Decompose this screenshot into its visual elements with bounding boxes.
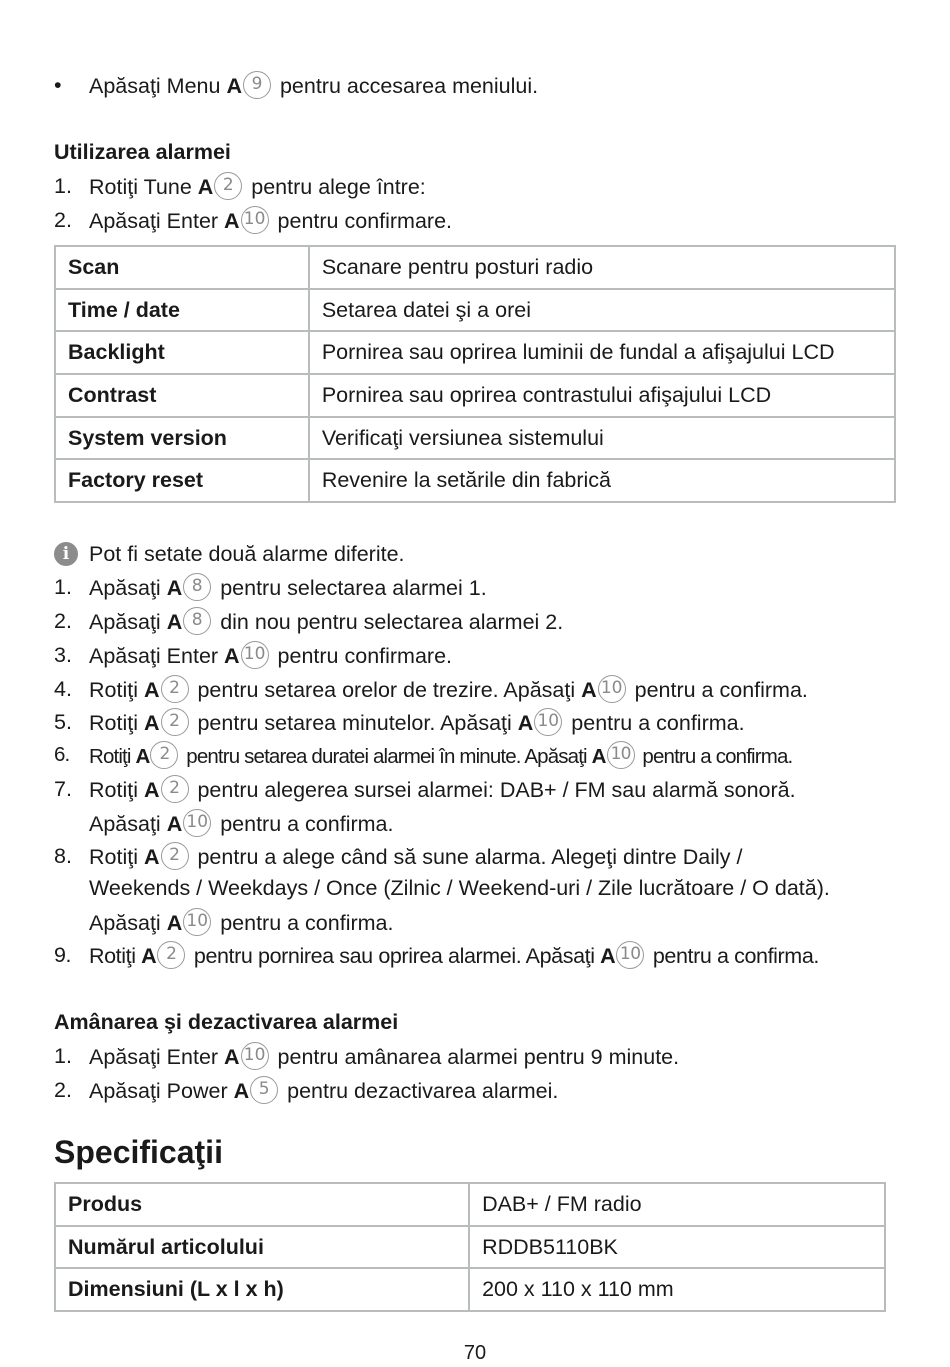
button-ref-badge: 10	[241, 1042, 269, 1070]
table-key-cell: Time / date	[55, 289, 309, 331]
table-key-cell: System version	[55, 417, 309, 459]
table-row	[55, 1268, 885, 1311]
specifications-table	[54, 1182, 886, 1312]
bullet: •	[54, 73, 62, 97]
table-key-cell: Backlight	[55, 331, 309, 374]
button-ref-badge: 10	[607, 741, 635, 769]
button-ref-badge: 2	[161, 775, 189, 803]
table-value-cell: DAB+ / FM radio	[469, 1183, 885, 1226]
button-ref-badge: 10	[598, 675, 626, 703]
section-heading-alarm: Utilizarea alarmei	[54, 140, 231, 164]
table-key-cell: Scan	[55, 246, 309, 289]
button-ref-badge: 2	[161, 708, 189, 736]
table-value-cell: Setarea datei şi a orei	[309, 289, 895, 331]
table-value-cell: Revenire la setările din fabrică	[309, 459, 895, 502]
button-ref-badge: 10	[183, 809, 211, 837]
button-ref-badge: 9	[243, 71, 271, 99]
table-key-cell: Contrast	[55, 374, 309, 417]
info-icon: i	[54, 542, 78, 566]
button-ref-badge: 2	[161, 842, 189, 870]
button-ref-badge: 5	[250, 1076, 278, 1104]
button-ref-badge: 10	[616, 941, 644, 969]
button-ref-badge: 8	[183, 607, 211, 635]
button-ref-badge: 2	[157, 941, 185, 969]
section-heading-snooze: Amânarea şi dezactivarea alarmei	[54, 1010, 399, 1034]
button-ref-badge: 2	[214, 172, 242, 200]
table-row	[55, 417, 895, 459]
page-number: 70	[463, 1342, 487, 1364]
table-row	[55, 459, 895, 502]
table-row	[55, 1226, 885, 1268]
table-value-cell: Scanare pentru posturi radio	[309, 246, 895, 289]
section-heading-specifications: Specificaţii	[54, 1134, 223, 1170]
button-ref-badge: 2	[161, 675, 189, 703]
table-row	[55, 374, 895, 417]
table-row	[55, 1183, 885, 1226]
button-ref-badge: 8	[183, 573, 211, 601]
button-ref-badge: 10	[241, 641, 269, 669]
table-row	[55, 331, 895, 374]
table-key-cell: Numărul articolului	[55, 1226, 469, 1268]
button-ref-badge: 10	[534, 708, 562, 736]
button-ref-badge: 10	[241, 206, 269, 234]
button-ref-badge: 2	[150, 741, 178, 769]
table-value-cell: Pornirea sau oprirea contrastului afişajului LCD	[309, 374, 895, 417]
table-value-cell: RDDB5110BK	[469, 1226, 885, 1268]
table-row	[55, 246, 895, 289]
table-value-cell: 200 x 110 x 110 mm	[469, 1268, 885, 1311]
table-value-cell: Pornirea sau oprirea luminii de fundal a afişajului LCD	[309, 331, 895, 374]
button-ref-badge: 10	[183, 908, 211, 936]
table-key-cell: Factory reset	[55, 459, 309, 502]
menu-options-table	[54, 245, 896, 503]
table-row	[55, 289, 895, 331]
table-key-cell: Produs	[55, 1183, 469, 1226]
table-value-cell: Verificaţi versiunea sistemului	[309, 417, 895, 459]
table-key-cell: Dimensiuni (L x l x h)	[55, 1268, 469, 1311]
